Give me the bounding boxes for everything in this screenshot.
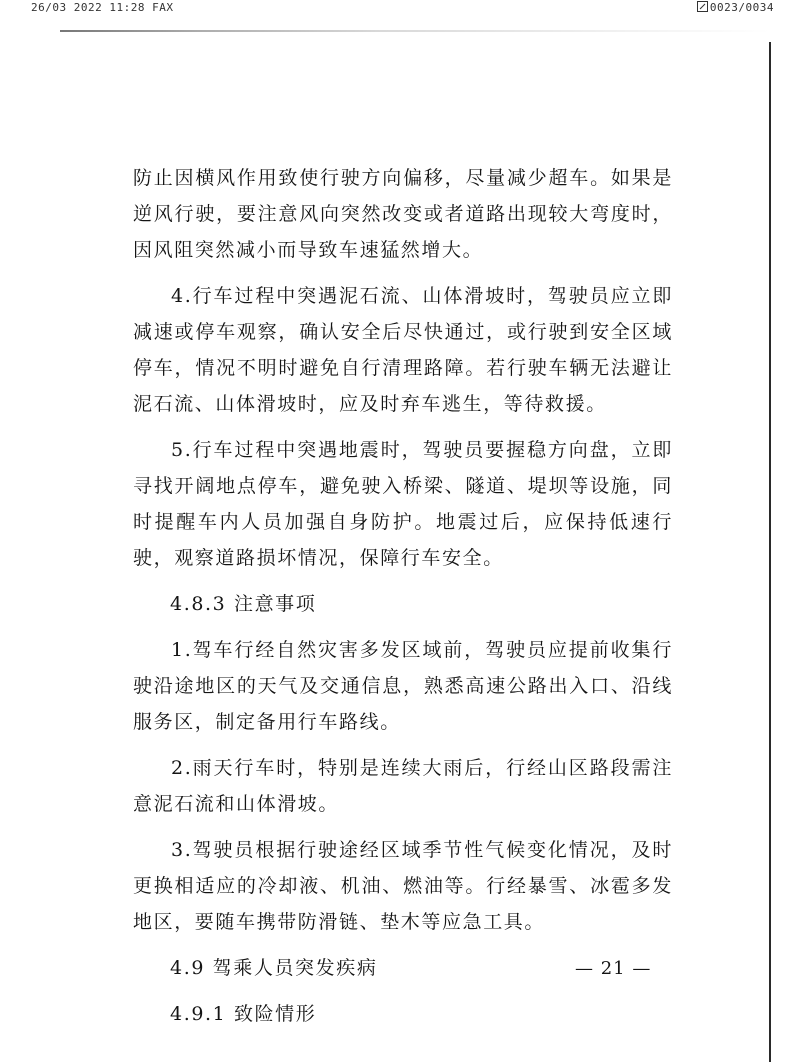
fax-checkbox-icon — [697, 1, 708, 12]
heading-4-8-3: 4.8.3 注意事项 — [170, 593, 317, 615]
fax-page-counter — [697, 1, 774, 14]
list-item: 1.驾车行经自然灾害多发区域前，驾驶员应提前收集行驶沿途地区的天气及交通信息，熟悉高速公路出入口、沿线服务区，制定备用行车路线。 — [133, 639, 673, 733]
page-edge-line — [769, 42, 771, 1062]
document-body — [133, 160, 673, 1042]
heading-4-9-1: 4.9.1 致险情形 — [170, 1003, 317, 1025]
scan-top-line — [60, 30, 770, 32]
page-number: — 21 — — [575, 958, 652, 979]
fax-page-count: 0023/0034 — [709, 1, 774, 14]
heading-4-9: 4.9 驾乘人员突发疾病 — [170, 957, 378, 979]
list-item: 2.雨天行车时，特别是连续大雨后，行经山区路段需注意泥石流和山体滑坡。 — [133, 757, 673, 815]
paragraph-wind-driving: 防止因横风作用致使行驶方向偏移，尽量减少超车。如果是逆风行驶，要注意风向突然改变或者道路出现较大弯度时，因风阻突然减小而导致车速猛然增大。 — [133, 167, 673, 261]
fax-header — [0, 0, 800, 16]
paragraph-mudslide: 4.行车过程中突遇泥石流、山体滑坡时，驾驶员应立即减速或停车观察，确认安全后尽快通过，或行驶到安全区域停车，情况不明时避免自行清理路障。若行驶车辆无法避让泥石流、山体滑坡时，应及时弃车逃生，等待救援。 — [133, 285, 673, 415]
fax-timestamp: 26/03 2022 11:28 FAX — [31, 1, 174, 14]
list-item: 3.驾驶员根据行驶途经区域季节性气候变化情况，及时更换相适应的冷却液、机油、燃油等。行经暴雪、冰雹多发地区，要随车携带防滑链、垫木等应急工具。 — [133, 839, 673, 933]
paragraph-earthquake: 5.行车过程中突遇地震时，驾驶员要握稳方向盘，立即寻找开阔地点停车，避免驶入桥梁、隧道、堤坝等设施，同时提醒车内人员加强自身防护。地震过后，应保持低速行驶，观察道路损坏情况，保障行车安全。 — [133, 439, 673, 569]
